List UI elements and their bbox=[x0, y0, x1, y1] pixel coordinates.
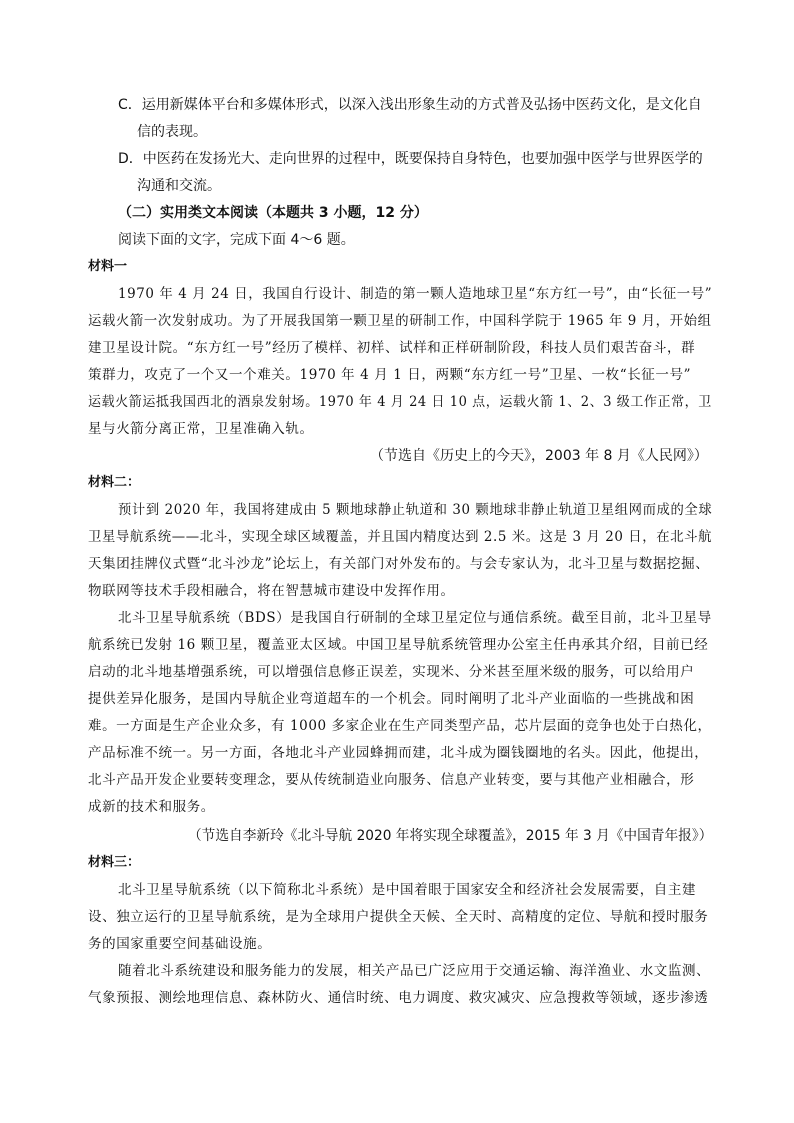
material2-line: 北斗卫星导航系统（BDS）是我国自行研制的全球卫星定位与通信系统。截至目前，北斗卫星导 bbox=[118, 610, 712, 626]
material1-source: （节选自《历史上的今天》，2003 年 8 月《人民网》） bbox=[370, 448, 708, 464]
material1-line: 建卫星设计院。“东方红一号”经历了模样、初样、试样和正样研制阶段，科技人员们艰苦奋斗，群 bbox=[88, 340, 696, 356]
section-heading: （二）实用类文本阅读（本题共 3 小题，12 分） bbox=[118, 205, 428, 221]
material2-line: 航系统已发射 16 颗卫星，覆盖亚太区域。中国卫星导航系统管理办公室主任冉承其介绍，目前已经 bbox=[88, 637, 709, 653]
material2-line: 提供差异化服务，是国内导航企业弯道超车的一个机会。同时阐明了北斗产业面临的一些挑战和困 bbox=[88, 691, 695, 707]
material1-line: 运载火箭运抵我国西北的酒泉发射场。1970 年 4 月 24 日 10 点，运载火箭 1、2、3 级工作正常，卫 bbox=[88, 394, 712, 410]
material3-line: 设、独立运行的卫星导航系统，是为全球用户提供全天候、全天时、高精度的定位、导航和授时服务 bbox=[88, 909, 709, 925]
option-c-line2: 信的表现。 bbox=[137, 124, 207, 140]
material2-line: 北斗产品开发企业要转变理念，要从传统制造业向服务、信息产业转变，要与其他产业相融合，形 bbox=[88, 772, 695, 788]
material1-label: 材料一 bbox=[88, 259, 128, 274]
material2-line: 启动的北斗地基增强系统，可以增强信息修正误差，实现米、分米甚至厘米级的服务，可以给用户 bbox=[88, 664, 695, 680]
material2-line: 产品标准不统一。另一方面，各地北斗产业园蜂拥而建，北斗成为圈钱圈地的名头。因此，他提出， bbox=[88, 745, 709, 761]
material3-label: 材料三： bbox=[88, 855, 141, 870]
material3-line: 北斗卫星导航系统（以下简称北斗系统）是中国着眼于国家安全和经济社会发展需要，自主建 bbox=[118, 882, 697, 898]
material2-line: 预计到 2020 年，我国将建成由 5 颗地球静止轨道和 30 颗地球非静止轨道卫星组网而成的全球 bbox=[118, 502, 713, 518]
section-instruction: 阅读下面的文字，完成下面 4～6 题。 bbox=[118, 232, 355, 248]
material2-line: 物联网等技术手段相融合，将在智慧城市建设中发挥作用。 bbox=[88, 583, 455, 599]
material1-line: 1970 年 4 月 24 日，我国自行设计、制造的第一颗人造地球卫星“东方红一号”，由“长征一号” bbox=[118, 286, 713, 302]
material1-line: 星与火箭分离正常，卫星准确入轨。 bbox=[88, 421, 314, 437]
material2-line: 难。一方面是生产企业众多，有 1000 多家企业在生产同类型产品，芯片层面的竞争也处于白热化， bbox=[88, 718, 712, 734]
material2-label: 材料二： bbox=[88, 475, 141, 490]
material2-source: （节选自李新玲《北斗导航 2020 年将实现全球覆盖》，2015 年 3 月《中国青年报》） bbox=[188, 828, 713, 844]
material3-line: 务的国家重要空间基础设施。 bbox=[88, 936, 272, 952]
material3-line: 气象预报、测绘地理信息、森林防火、通信时统、电力调度、救灾减灾、应急搜救等领域，逐步渗透 bbox=[88, 990, 709, 1006]
material2-line: 成新的技术和服务。 bbox=[88, 799, 215, 815]
option-c-line1: C．运用新媒体平台和多媒体形式，以深入浅出形象生动的方式普及弘扬中医药文化，是文化自 bbox=[118, 97, 702, 113]
material3-line: 随着北斗系统建设和服务能力的发展，相关产品已广泛应用于交通运输、海洋渔业、水文监测、 bbox=[118, 963, 711, 979]
option-d-line2: 沟通和交流。 bbox=[137, 178, 221, 194]
material1-line: 运载火箭一次发射成功。为了开展我国第一颗卫星的研制工作，中国科学院于 1965 年 9 月，开始组 bbox=[88, 313, 712, 329]
option-d-line1: D．中医药在发扬光大、走向世界的过程中，既要保持自身特色，也要加强中医学与世界医学的 bbox=[118, 151, 703, 167]
material2-line: 天集团挂牌仪式暨“北斗沙龙”论坛上，有关部门对外发布的。与会专家认为，北斗卫星与数据挖掘、 bbox=[88, 556, 710, 572]
material1-line: 策群力，攻克了一个又一个难关。1970 年 4 月 1 日，两颗“东方红一号”卫星、一枚“长征一号” bbox=[88, 367, 692, 383]
material2-line: 卫星导航系统——北斗，实现全球区域覆盖，并且国内精度达到 2.5 米。这是 3 月 20 日，在北斗航 bbox=[88, 529, 713, 545]
